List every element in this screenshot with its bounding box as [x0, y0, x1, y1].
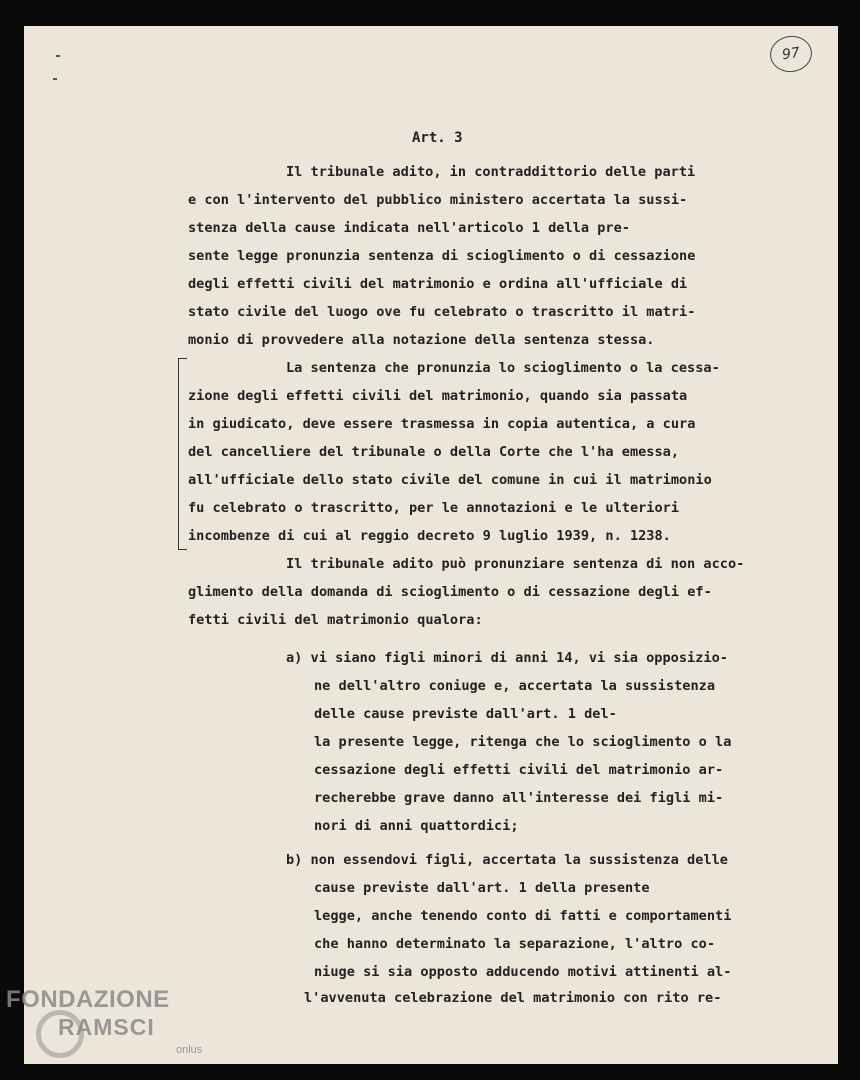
list-item-text: l'avvenuta celebrazione del matrimonio con rito re- [304, 990, 722, 1006]
text-line: degli effetti civili del matrimonio e ordina all'ufficiale di [188, 276, 688, 292]
logo-text-onlus: onlus [176, 1044, 203, 1056]
list-item-text: ne dell'altro coniuge e, accertata la sussistenza [314, 678, 716, 694]
fondazione-gramsci-logo [6, 986, 216, 1076]
list-item-text: niuge si sia opposto adducendo motivi attinenti al- [314, 964, 732, 980]
text-line: del cancelliere del tribunale o della Corte che l'ha emessa, [188, 444, 680, 460]
list-item-text: a) vi siano figli minori di anni 14, vi sia opposizio- [286, 650, 728, 666]
text-line: Il tribunale adito può pronunziare sentenza di non acco- [286, 556, 745, 572]
text-line: zione degli effetti civili del matrimonio, quando sia passata [188, 388, 688, 404]
text-line: monio di provvedere alla notazione della sentenza stessa. [188, 332, 655, 348]
list-item-text: che hanno determinato la separazione, l'altro co- [314, 936, 716, 952]
article-title: Art. 3 [412, 130, 463, 146]
text-line: e con l'intervento del pubblico ministero accertata la sussi- [188, 192, 688, 208]
text-line: stato civile del luogo ove fu celebrato o trascritto il matri- [188, 304, 696, 320]
logo-text-fondazione: FONDAZIONE [6, 986, 170, 1013]
punch-mark [53, 78, 57, 80]
text-line: incombenze di cui al reggio decreto 9 luglio 1939, n. 1238. [188, 528, 671, 544]
list-item-text: recherebbe grave danno all'interesse dei figli mi- [314, 790, 724, 806]
text-line: in giudicato, deve essere trasmessa in copia autentica, a cura [188, 416, 696, 432]
text-line: all'ufficiale dello stato civile del comune in cui il matrimonio [188, 472, 712, 488]
list-item-text: legge, anche tenendo conto di fatti e comportamenti [314, 908, 732, 924]
page-number: 97 [768, 33, 815, 74]
text-line: La sentenza che pronunzia lo scioglimento o la cessa- [286, 360, 720, 376]
punch-mark [56, 55, 60, 57]
logo-text-gramsci: RAMSCI [58, 1014, 155, 1040]
list-item-text: b) non essendovi figli, accertata la sussistenza delle [286, 852, 728, 868]
list-item-text: la presente legge, ritenga che lo scioglimento o la [314, 734, 732, 750]
list-item-text: cause previste dall'art. 1 della presente [314, 880, 650, 896]
list-item-text: nori di anni quattordici; [314, 818, 519, 834]
list-item-text: cessazione degli effetti civili del matrimonio ar- [314, 762, 724, 778]
text-line: sente legge pronunzia sentenza di scioglimento o di cessazione [188, 248, 696, 264]
text-line: glimento della domanda di scioglimento o di cessazione degli ef- [188, 584, 712, 600]
margin-bracket [178, 358, 187, 550]
list-item-text: delle cause previste dall'art. 1 del- [314, 706, 617, 722]
text-line: fetti civili del matrimonio qualora: [188, 612, 483, 628]
text-line: stenza della cause indicata nell'articolo 1 della pre- [188, 220, 630, 236]
text-line: fu celebrato o trascritto, per le annotazioni e le ulteriori [188, 500, 680, 516]
text-line: Il tribunale adito, in contraddittorio delle parti [286, 164, 696, 180]
